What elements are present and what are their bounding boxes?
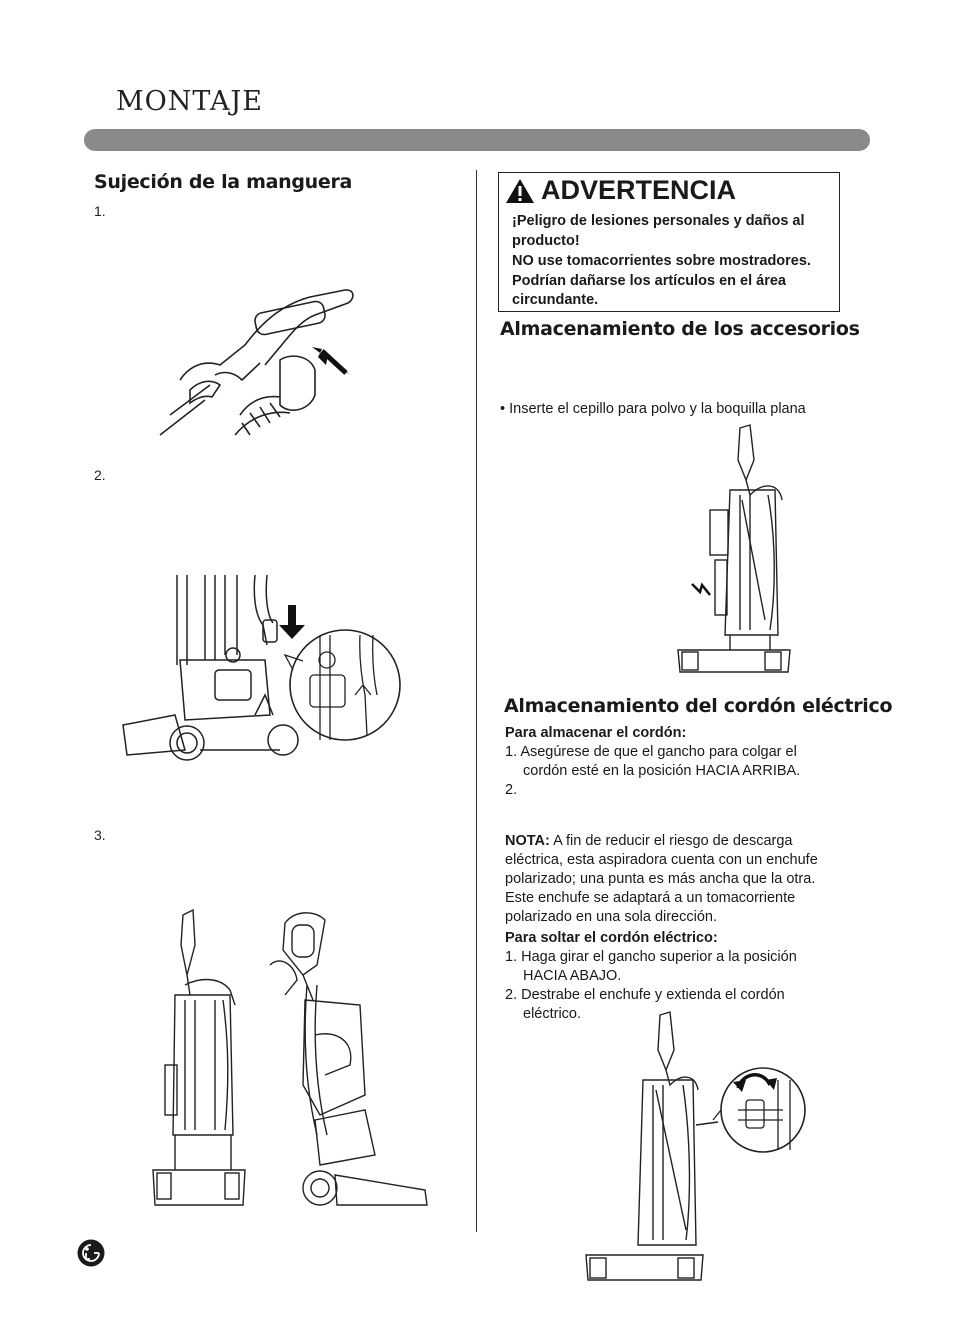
section-heading-accessories: Almacenamiento de los accesorios [500,318,860,340]
note-line-1 [505,832,792,851]
cord-release-step-1b: HACIA ABAJO. [523,968,622,984]
accessories-bullet: • Inserte el cepillo para polvo y la boquilla plana [500,401,806,417]
warning-triangle-icon [505,178,535,204]
cord-release-title: Para soltar el cordón eléctrico: [505,930,718,946]
warning-line-3: NO use tomacorrientes sobre mostradores. [512,253,811,269]
section-heading-cord: Almacenamiento del cordón eléctrico [504,695,893,717]
vacuum-front-side-illustration [145,905,440,1210]
note-label: NOTA: [505,833,550,849]
note-line-5: polarizado en una sola dirección. [505,909,717,925]
cord-store-step-1b: cordón esté en la posición HACIA ARRIBA. [523,763,801,779]
step-number-3: 3. [94,827,106,843]
column-divider [476,170,477,1232]
cord-hook-illustration [578,1010,808,1285]
warning-title-text: ADVERTENCIA [541,175,737,205]
cord-release-step-2b: eléctrico. [523,1006,582,1022]
step-number-2: 2. [94,467,106,483]
title-bar [84,129,870,151]
lg-logo-icon [77,1239,105,1267]
cord-store-title: Para almacenar el cordón: [505,725,687,741]
cord-release-step-2a: 2. Destrabe el enchufe y extienda el cordón [505,987,785,1003]
cord-store-step-2: 2. [505,782,518,798]
warning-line-2: producto! [512,233,580,249]
note-line-2: eléctrica, esta aspiradora cuenta con un enchufe [505,852,818,868]
note-line-4: Este enchufe se adaptará a un tomacorriente [505,890,796,906]
warning-title [505,175,736,206]
hose-attach-illustration [115,575,405,775]
section-heading-hose: Sujeción de la manguera [94,171,353,193]
warning-line-1: ¡Peligro de lesiones personales y daños al [512,213,805,229]
note-line-3: polarizado; una punta es más ancha que la otra. [505,871,816,887]
cord-store-step-1a: 1. Asegúrese de que el gancho para colgar el [505,744,797,760]
warning-line-5: circundante. [512,292,599,308]
hose-handle-illustration [150,285,370,445]
accessory-storage-illustration [670,420,800,680]
warning-line-4: Podrían dañarse los artículos en el área [512,273,786,289]
cord-release-step-1a: 1. Haga girar el gancho superior a la posición [505,949,797,965]
step-number-1: 1. [94,203,106,219]
page-title: MONTAJE [116,86,263,117]
note-text-1: A fin de reducir el riesgo de descarga [549,833,793,849]
warning-box [498,172,840,312]
